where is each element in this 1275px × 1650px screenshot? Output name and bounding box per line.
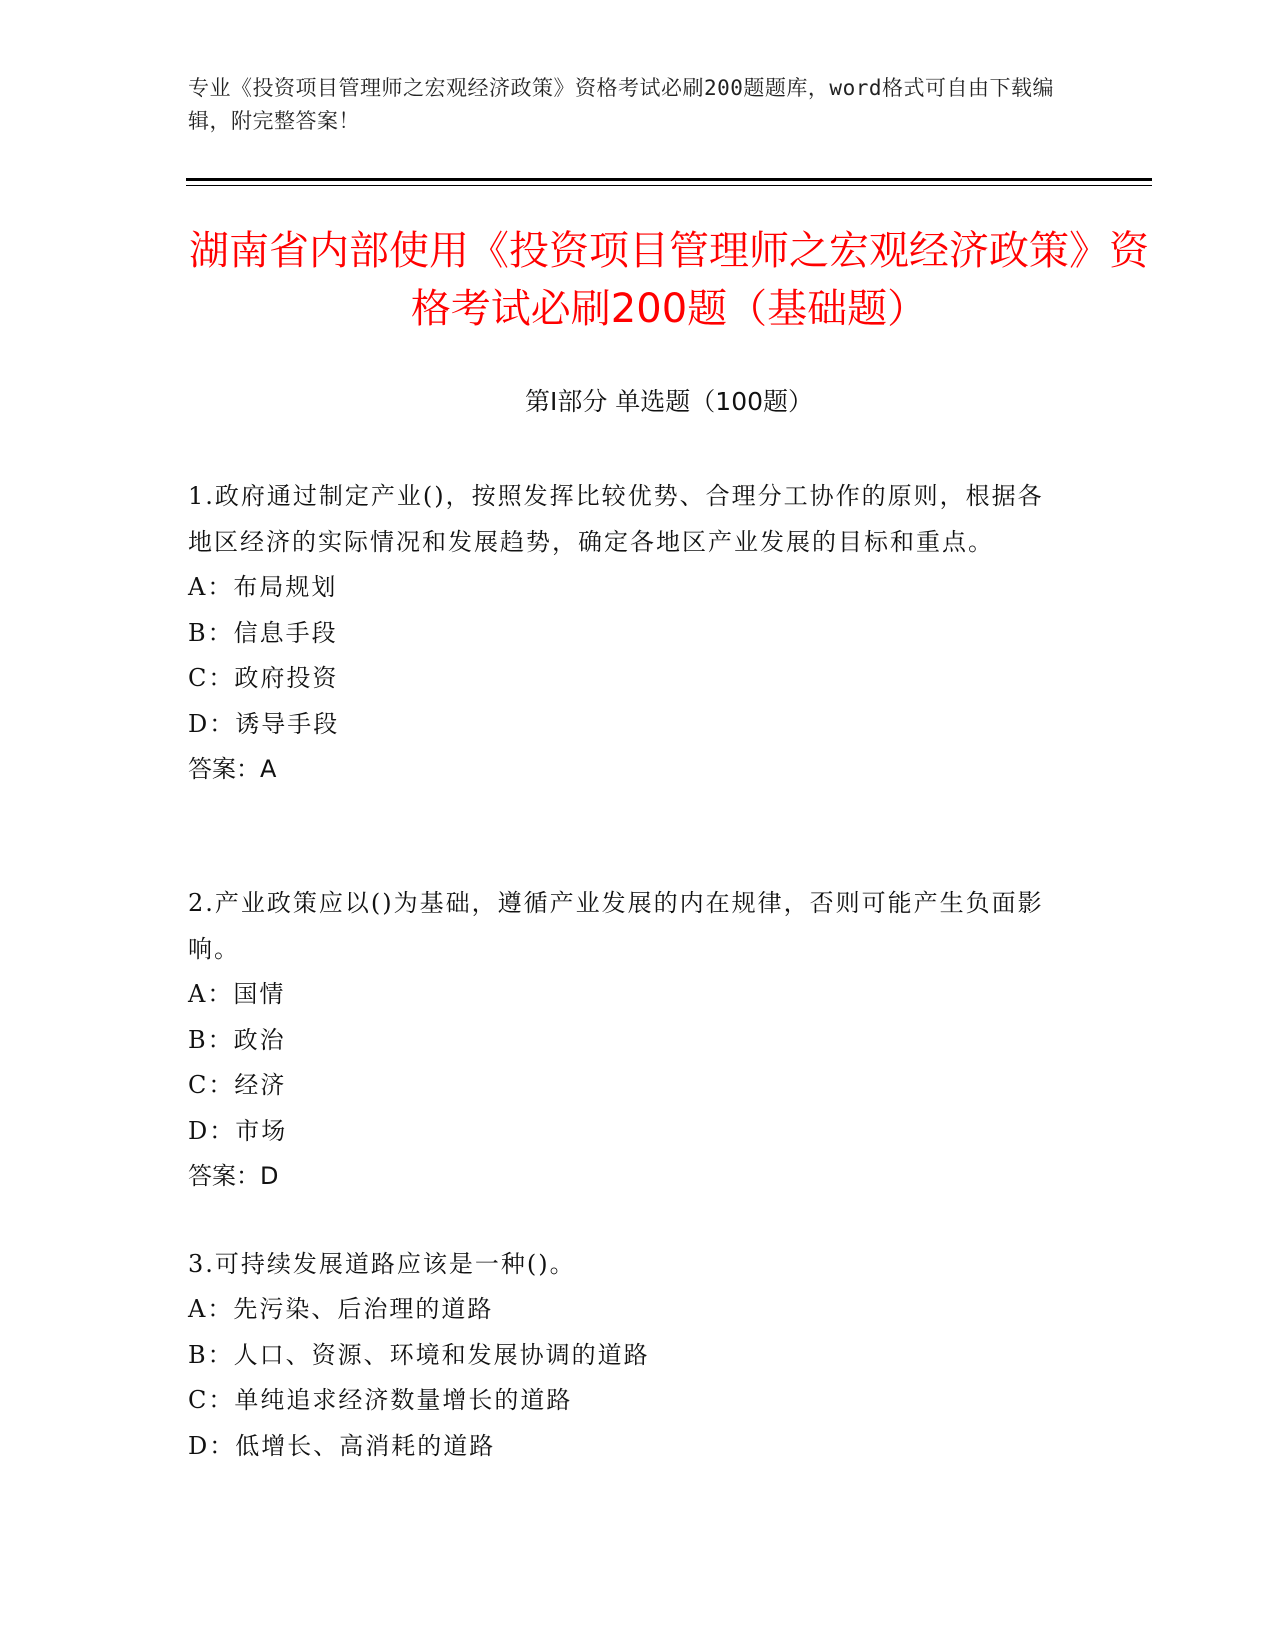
question-3 — [188, 1241, 1068, 1469]
question-2 — [188, 880, 1068, 1200]
section-title: 第Ⅰ部分 单选题（100题） — [524, 387, 814, 416]
option-a: A：布局规划 — [188, 573, 338, 601]
option-c: C：单纯追求经济数量增长的道路 — [188, 1386, 573, 1414]
option-b: B：信息手段 — [188, 618, 338, 647]
option-c: C：政府投资 — [188, 664, 339, 692]
option-d: D：低增长、高消耗的道路 — [188, 1431, 496, 1460]
header-divider-thin — [186, 185, 1152, 186]
option-a: A：国情 — [188, 980, 286, 1008]
option-b: B：政治 — [188, 1025, 286, 1054]
option-a: A：先污染、后治理的道路 — [188, 1295, 494, 1323]
option-c: C：经济 — [188, 1071, 287, 1099]
option-d: D：诱导手段 — [188, 709, 340, 738]
question-stem: 2.产业政策应以()为基础，遵循产业发展的内在规律，否则可能产生负面影响。 — [188, 889, 1044, 963]
question-stem: 1.政府通过制定产业()，按照发挥比较优势、合理分工协作的原则，根据各地区经济的实际情况和发展趋势，确定各地区产业发展的目标和重点。 — [188, 482, 1044, 556]
header-divider-thick — [186, 178, 1152, 181]
option-b: B：人口、资源、环境和发展协调的道路 — [188, 1340, 650, 1369]
question-1 — [188, 473, 1068, 793]
answer-line: 答案：D — [188, 1162, 279, 1190]
option-d: D：市场 — [188, 1116, 288, 1145]
document-title: 湖南省内部使用《投资项目管理师之宏观经济政策》资格考试必刷200题（基础题） — [189, 228, 1149, 332]
answer-line: 答案：A — [188, 755, 277, 783]
question-stem: 3.可持续发展道路应该是一种()。 — [188, 1250, 576, 1278]
header-note: 专业《投资项目管理师之宏观经济政策》资格考试必刷200题题库，word格式可自由下载编辑，附完整答案！ — [188, 76, 1054, 133]
